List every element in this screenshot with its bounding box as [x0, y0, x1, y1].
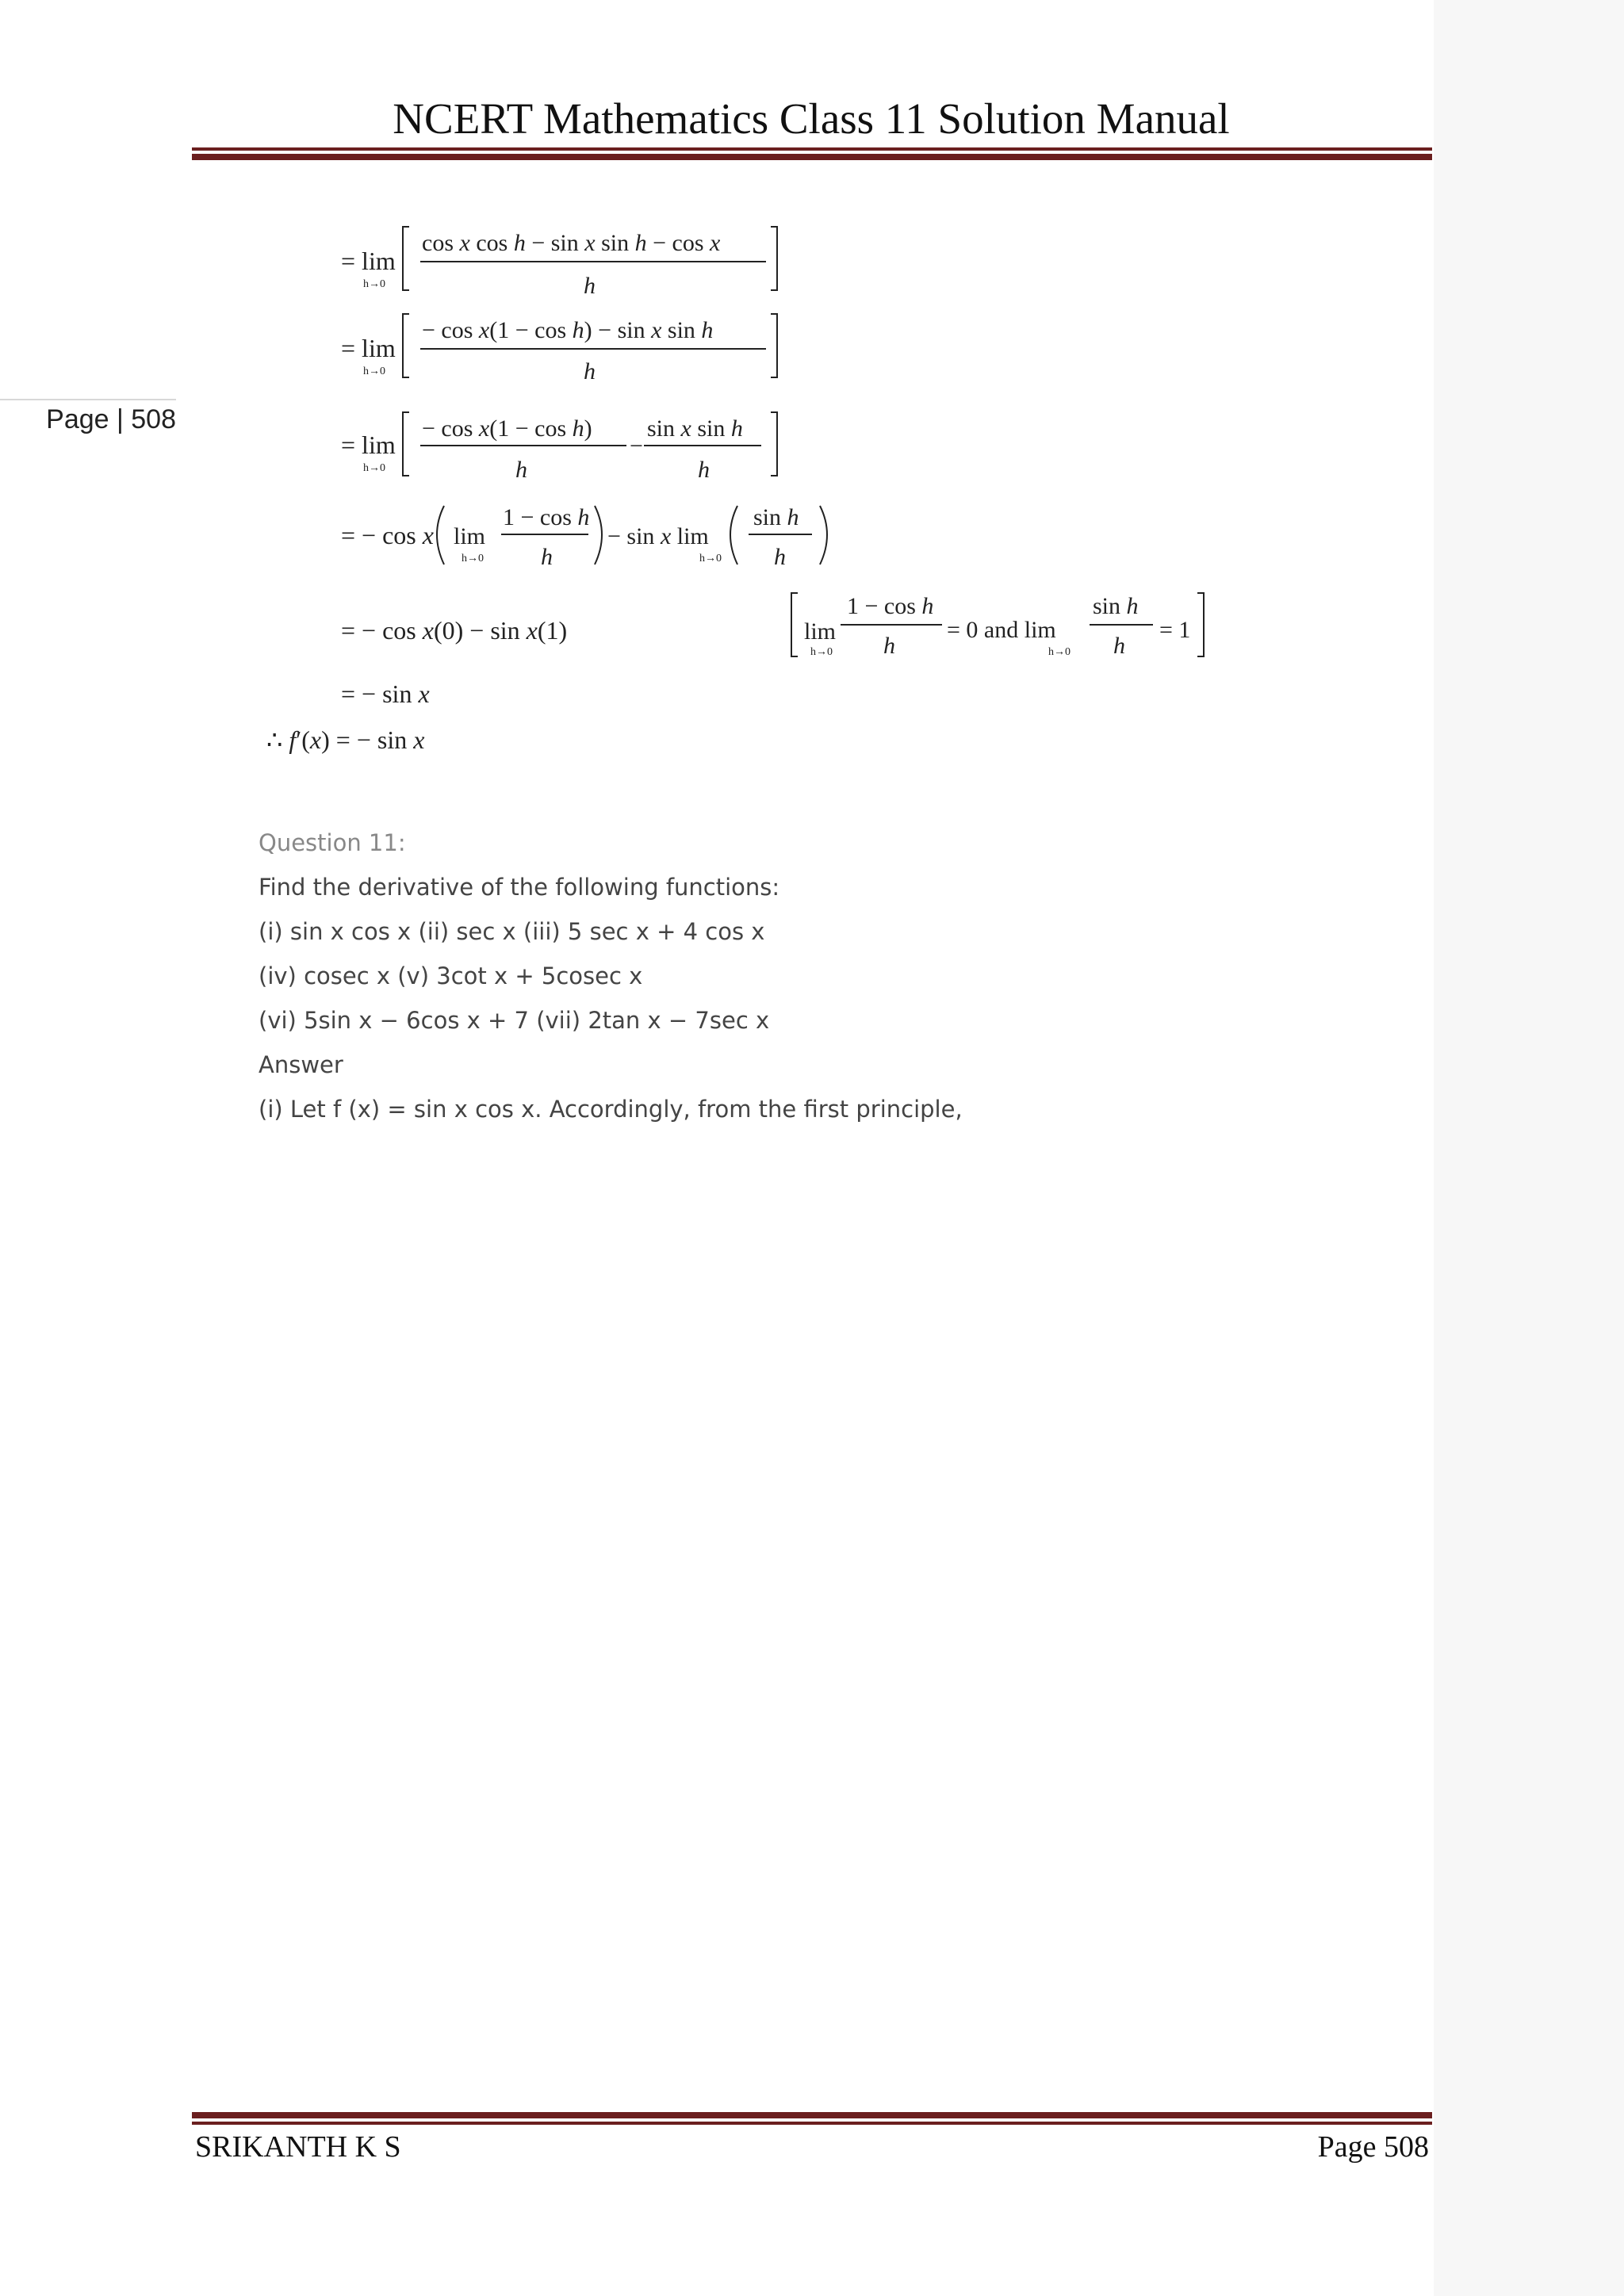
svg-text:= − cos x: = − cos x [341, 521, 434, 549]
svg-text:= lim: = lim [341, 430, 396, 459]
answer-text: (i) Let f (x) = sin x cos x. Accordingly, from the first principle, [259, 1096, 963, 1123]
page-margin-shade [1434, 0, 1624, 2296]
svg-text:h: h [584, 358, 596, 385]
svg-text:= lim: = lim [341, 247, 396, 275]
svg-text:h→0: h→0 [363, 278, 385, 290]
svg-text:= − sin x: = − sin x [341, 679, 430, 708]
math-derivation-image [266, 216, 1245, 771]
svg-text:− cos x(1 − cos h) − sin x sin: − cos x(1 − cos h) − sin x sin h [422, 317, 714, 343]
svg-text:1 − cos h: 1 − cos h [503, 504, 590, 530]
svg-text:1 − cos h: 1 − cos h [847, 593, 934, 619]
sidebar-divider [0, 399, 176, 400]
page-header-title: NCERT Mathematics Class 11 Solution Manual [393, 94, 1230, 143]
svg-text:lim: lim [454, 523, 486, 549]
svg-text:lim: lim [804, 618, 837, 645]
footer-page-number: Page 508 [1317, 2130, 1429, 2164]
svg-text:h: h [515, 457, 527, 483]
svg-text:− sin x lim: − sin x lim [607, 523, 709, 549]
question-item: (vi) 5sin x − 6cos x + 7 (vii) 2tan x − 7sec x [259, 1007, 770, 1034]
svg-text:h→0: h→0 [363, 365, 385, 377]
svg-text:h→0: h→0 [810, 646, 833, 658]
svg-text:= − cos x(0) − sin x(1): = − cos x(0) − sin x(1) [341, 616, 568, 645]
question-block [259, 821, 1369, 1131]
svg-text:∴ f′(x) = − sin x: ∴ f′(x) = − sin x [266, 725, 425, 754]
question-item: (iv) cosec x (v) 3cot x + 5cosec x [259, 962, 643, 989]
question-prompt: Find the derivative of the following functions: [259, 874, 780, 901]
svg-text:cos x cos h − sin x sin h − co: cos x cos h − sin x sin h − cos x [422, 230, 721, 256]
svg-text:sin h: sin h [1093, 593, 1139, 619]
svg-text:h: h [584, 273, 596, 299]
header-rule-thick [192, 154, 1432, 160]
footer-author: SRIKANTH K S [195, 2130, 401, 2164]
sidebar-page-number: Page | 508 [46, 404, 176, 434]
svg-text:h: h [541, 544, 553, 570]
svg-text:= 0 and lim: = 0 and lim [947, 617, 1056, 643]
header-rule-thin [192, 147, 1432, 151]
svg-text:−: − [630, 433, 643, 459]
svg-text:− cos x(1 − cos h): − cos x(1 − cos h) [422, 415, 592, 442]
svg-text:h: h [774, 544, 786, 570]
answer-label: Answer [259, 1051, 343, 1078]
svg-text:sin h: sin h [753, 504, 799, 530]
question-title: Question 11: [259, 829, 406, 856]
svg-text:= lim: = lim [341, 334, 396, 362]
svg-text:h: h [1113, 633, 1125, 659]
svg-text:h: h [883, 633, 895, 659]
footer-rule-thick [192, 2112, 1432, 2118]
question-item: (i) sin x cos x (ii) sec x (iii) 5 sec x + 4 cos x [259, 918, 765, 945]
svg-text:h: h [698, 457, 710, 483]
svg-text:= 1: = 1 [1159, 617, 1191, 643]
footer-rule-thin [192, 2122, 1432, 2125]
svg-text:h→0: h→0 [462, 553, 484, 564]
svg-text:h→0: h→0 [1048, 646, 1071, 658]
svg-text:h→0: h→0 [699, 553, 722, 564]
svg-text:sin x sin h: sin x sin h [647, 415, 743, 442]
svg-text:h→0: h→0 [363, 462, 385, 474]
